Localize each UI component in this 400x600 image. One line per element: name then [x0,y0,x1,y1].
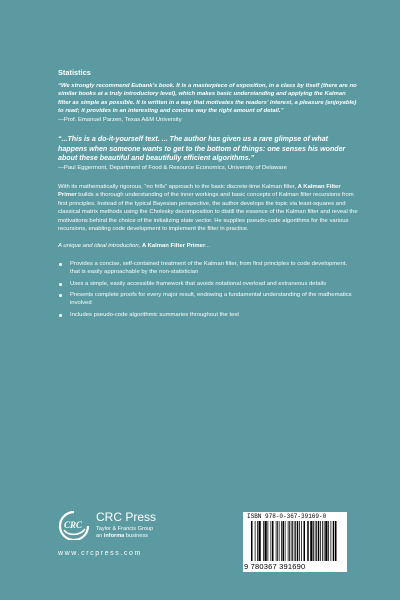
review-attribution-1: —Prof. Emanuel Parzen, Texas A&M University [58,116,182,123]
barcode-bar [299,521,300,561]
barcode-bar [283,521,285,561]
business-bold: informa [103,533,125,539]
barcode [243,512,347,572]
publisher-business [96,533,148,539]
category-label: Statistics [58,68,91,77]
barcode-bar [318,521,320,561]
feature-list-item: Includes pseudo-code algorithmic summaries throughout the text [58,311,358,319]
barcode-digits: 9 780367 391690 [244,562,346,571]
review-quote-1: “We strongly recommend Eubank’s book. It is a masterpiece of exposition, in a class by itself (there are no similar books at a truly introductory level), which makes basic understanding and applying the Kalman filter as simple as possible. It is written in a way that motivates the readers’ interest, a pleasure (enjoyable) to read; it provides in an interesting and concise way the right amount of detail.” [58,83,357,115]
bullet-intro [58,242,358,250]
barcode-bar [271,521,272,561]
barcode-bar [310,521,312,561]
isbn-label: ISBN 978-0-367-39169-0 [247,513,327,520]
barcode-bar [295,521,296,561]
barcode-bar [325,521,327,561]
book-description [58,183,358,233]
feature-list-item: Uses a simple, easily accessible framework that avoids notational overload and extraneous details [58,280,358,288]
barcode-bar [307,521,309,561]
barcode-bar [279,521,280,561]
barcode-bar [333,521,335,561]
barcode-bar [301,521,302,561]
publisher-url: www.crcpress.com [58,550,142,557]
review-attribution-2: —Paul Eggermont, Department of Food & Resource Economics, University of Delaware [58,164,287,171]
description-part-1: With its mathematically rigorous, “no frills” approach to the basic discrete-time Kalman filter, [58,183,298,190]
description-book-title: A Kalman Filter Primer [58,183,341,199]
intro-prefix: A unique and ideal introduction, [58,243,142,250]
barcode-bar [276,521,277,561]
barcode-bar [331,521,332,561]
barcode-bar [324,521,325,561]
barcode-bar [263,521,264,561]
publisher-name: CRC Press [96,510,157,524]
review-quote-2: “...This is a do-it-yourself text. ... The author has given us a rare glimpse of what happens when someone wants to get to the bottom of things: one senses his wonder about these beautiful and beautifully efficient algorithms.” [58,135,346,163]
barcode-bar [316,521,317,561]
barcode-bar [285,521,286,561]
barcode-bar [313,521,314,561]
intro-suffix: ... [205,243,211,250]
feature-list-item: Presents complete proofs for every major result, endowing a fundamental understanding of the mathematics involved [58,291,358,308]
business-suffix: business [124,533,148,539]
barcode-bar [281,521,282,561]
barcode-bar [320,521,321,561]
publisher-group: Taylor & Francis Group [96,526,154,532]
publisher-block [58,510,178,570]
barcode-bar [315,521,316,561]
business-prefix: an [96,533,104,539]
description-part-2: builds a thorough understanding of the inner workings and basic concepts of Kalman filter recursions from first principles. Instead of the typical Bayesian perspective, the author develops the topic via least-squares and classical matrix methods using the Cholesky decomposition to distill the essence of the Kalman filter and reveal the motivations behind the choice of the initializing state vector. He supplies pseudo-code algorithms for the various recursions, enabling code development to implement the filter in practice. [58,192,358,232]
intro-book-title: A Kalman Filter Primer [141,243,206,250]
barcode-bar [257,521,258,561]
barcode-bar [265,521,267,561]
barcode-bar [289,521,290,561]
barcode-bar [288,521,289,561]
barcode-bar [335,521,337,561]
barcode-bar [322,521,323,561]
barcode-bars [251,521,339,563]
feature-list-item: Provides a concise, self-contained treatment of the Kalman filter, from first principles to code development, that is easily approachable by the non-statistician [58,260,358,277]
barcode-bar [272,521,274,561]
barcode-bar [292,521,293,561]
back-cover-text [58,68,358,322]
barcode-bar [328,521,329,561]
logo-text: CRC [64,520,83,530]
barcode-bar [255,521,256,561]
barcode-bar [251,521,253,561]
barcode-bar [294,521,295,561]
barcode-bar [304,521,306,561]
barcode-bar [291,521,292,561]
crc-logo-icon [58,510,90,540]
barcode-bar [297,521,299,561]
barcode-bar [259,521,261,561]
barcode-bar [277,521,278,561]
barcode-bar [268,521,269,561]
feature-list [58,260,358,319]
